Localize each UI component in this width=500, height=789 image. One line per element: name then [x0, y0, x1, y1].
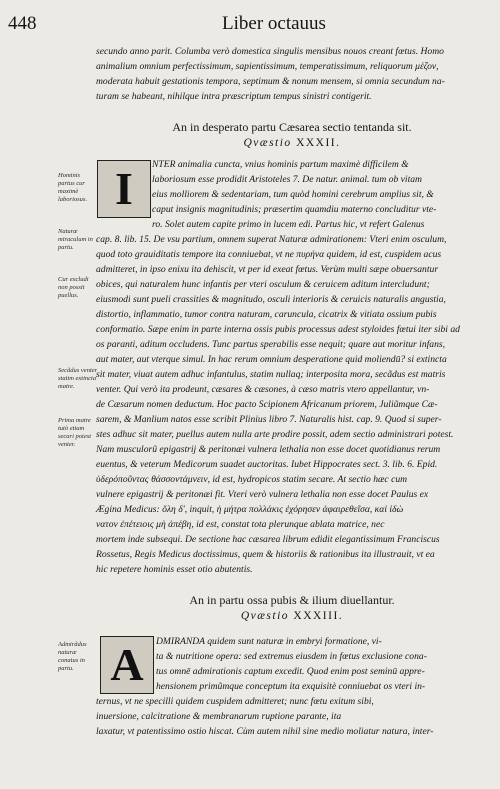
text-line: Ægina Medicus: ὅλη δ', inquit, ἡ μήτρα πολλάκις ἐχόρησεν ἀφαιρεθεῖσα, καὶ ἰδὼ	[96, 504, 404, 515]
text-line: DMIRANDA quidem sunt naturæ in embryi formatione, vi-	[156, 636, 382, 647]
text-line: cap. 8. lib. 15. De vsu partium, omnem superat Naturæ admirationem: Vteri enim osculum,	[96, 234, 447, 245]
question-number	[96, 610, 488, 622]
text-line: admitteret, in ipso enixu ita dehiscit, vt per id exeat fœtus. Verùm multi sæpe obuersantur	[96, 264, 439, 275]
text-line: distortio, inflammatio, tumor contra naturam, caruncula, cicatrix & vitiata ossium pubis	[96, 309, 437, 320]
text-line: animalium omnium perfectissimum, sapientissimum, temperatissimum, reliquorum μέζον,	[96, 61, 439, 72]
text-line: euentus, & veterum Medicorum suadet auctoritas. Iubet Hippocrates sect. 3. lib. 6. Epid.	[96, 459, 438, 470]
question-heading: An in partu ossa pubis & ilium diuellantur.	[189, 593, 395, 607]
text-line: eius molliorem & sedentariam, tum quòd homini cerebrum amplius sit, &	[152, 189, 434, 200]
margin-note: Naturæ miraculum in partu.	[58, 228, 93, 251]
initial-letter: A	[110, 639, 144, 690]
question-label: Qvæstio	[240, 610, 290, 622]
question-body	[96, 694, 488, 739]
text-line: hensionem primũmque conceptum ita exquisitè conniuebat os vteri in-	[156, 681, 426, 692]
margin-note: Secãdus venter statim extincta matre.	[58, 367, 98, 390]
text-line: os paranti, aditum occludens. Tunc partus sperabilis esse nequit; quare aut moritur infans,	[96, 339, 446, 350]
text-line: tus omnē admirationis captum excedit. Quod enim post seminū appre-	[156, 666, 425, 677]
text-line: venter. Qui verò ita prodeunt, cæsares & cæsones, à cæso matris vtero appellantur, vn-	[96, 384, 430, 395]
initial-letter: I	[115, 163, 133, 214]
text-line: aut mater, aut vterque simul. In hac rerum omnium desperatione quid moliendū? si extincta	[96, 354, 447, 365]
text-line: laboriosum esse prodidit Aristoteles 7. De natur. animal. tum ob vitam	[152, 174, 422, 185]
question-numeral: XXXII.	[296, 137, 341, 149]
margin-note: Cur excludi non possit puellus.	[58, 276, 89, 299]
decorated-initial	[100, 636, 154, 694]
running-head: Liber octauus	[222, 13, 326, 34]
text-line: Rossetus, Regis Medicus doctissimus, quem & historiis & rationibus ita illustrauit, vt ea	[96, 549, 435, 560]
decorated-initial	[97, 160, 151, 218]
question-body	[96, 232, 488, 577]
margin-note: Admirãdus naturæ conatus in partu.	[58, 641, 87, 672]
text-line: caput insignis magnitudinis; præsertim quamdiu materno concluditur vte-	[152, 204, 437, 215]
text-line: hic repetere hominis esset otio abutentis.	[96, 564, 253, 575]
text-line: sarem, & Manlium natos esse scribit Plinius libro 7. Naturalis hist. cap. 9. Quod si super-	[96, 414, 442, 425]
text-line: ὑδερόποῦντας θάσσοντάμνειν, id est, hydropicos statim secare. At sectio hæc cum	[96, 474, 408, 485]
text-line: ro. Solet autem capite primo in lucem edi. Partus hic, vt refert Galenus	[152, 219, 425, 230]
page-number: 448	[8, 13, 37, 34]
margin-note: Prima matre tutò etiam secari potest venter.	[58, 417, 92, 448]
text-line: obices, qui naturalem hunc infantis per vteri osculum & ceruicem aditum intercludunt;	[96, 279, 430, 290]
text-line: secundo anno parit. Columba verò domestica singulis mensibus nouos creant fœtus. Homo	[96, 46, 444, 57]
text-line: de Cæsarum nomen deductum. Hoc pacto Scipionem Africanum priorem, Juliũmque Cæ-	[96, 399, 438, 410]
text-line: sit mater, viuat autem adhuc infantulus, statim nullaq; interposita mora, secãdus est matris	[96, 369, 446, 380]
question-number	[96, 137, 488, 149]
text-line: stes adhuc sit mater, puellus autem nulla arte prodire possit, adem sectio administrari potest.	[96, 429, 454, 440]
text-line: νατον ἐπέτειοις μὴ ἀπέβη, id est, constat tota plerunque ablata matrice, nec	[96, 519, 385, 530]
text-line: laxatur, vt patentissimo ostio hiscat. Cùm autem nihil sine medio moliatur natura, inter-	[96, 726, 434, 737]
text-line: quod toto grauiditatis tempore ita conniuebat, vt ne πυρήνα quidem, id est, cuspidem acus	[96, 249, 442, 260]
text-line: vulnere epigastrij & peritonæi fit. Vteri verò vulnera lethalia non esse docet Paulus ex	[96, 489, 429, 500]
text-line: NTER animalia cuncta, vnius hominis partum maximè difficilem &	[152, 159, 409, 170]
question-label: Qvæstio	[243, 137, 292, 149]
text-line: eiusmodi sunt pueli crassities & magnitudo, osculi interioris & ceruicis naturalis angustia,	[96, 294, 446, 305]
text-line: ternus, vt ne specilli quidem cuspidem admitteret; nunc fœtu exitum sibi,	[96, 696, 374, 707]
margin-note: Hominis partus cur maximè laboriosus.	[58, 172, 88, 203]
text-line: Nam musculorũ epigastrij & peritonæi vulnera lethalia non esse docet quotidianus rerum	[96, 444, 441, 455]
intro-paragraph	[96, 44, 488, 104]
text-line: turam se habeant, nihilque intra præscriptum tempus sinistri contigerit.	[96, 91, 372, 102]
page-header	[8, 13, 494, 37]
text-line: mortem inde subsequi. De sectione hac cæsarea librum edidit elegantissimum Franciscus	[96, 534, 440, 545]
text-line: conformatio. Sæpe enim in parte interna ossis pubis processus adest styloides fœtui iter sibi ad	[96, 324, 460, 335]
text-line: ta & nutritione opera: sed extremus eiusdem in fœtus exclusione cona-	[156, 651, 427, 662]
question-numeral: XXXIII.	[293, 610, 344, 622]
question-heading: An in desperato partu Cæsarea sectio tentanda sit.	[172, 120, 412, 134]
paragraph-indented	[156, 634, 488, 694]
text-line: inuersione, calcitratione & membranarum ruptione parante, ita	[96, 711, 342, 722]
paragraph-indented	[152, 157, 488, 232]
text-line: moderata habuit gestationis tempora, septimum & nonum mensem, si omnia secundum na-	[96, 76, 445, 87]
